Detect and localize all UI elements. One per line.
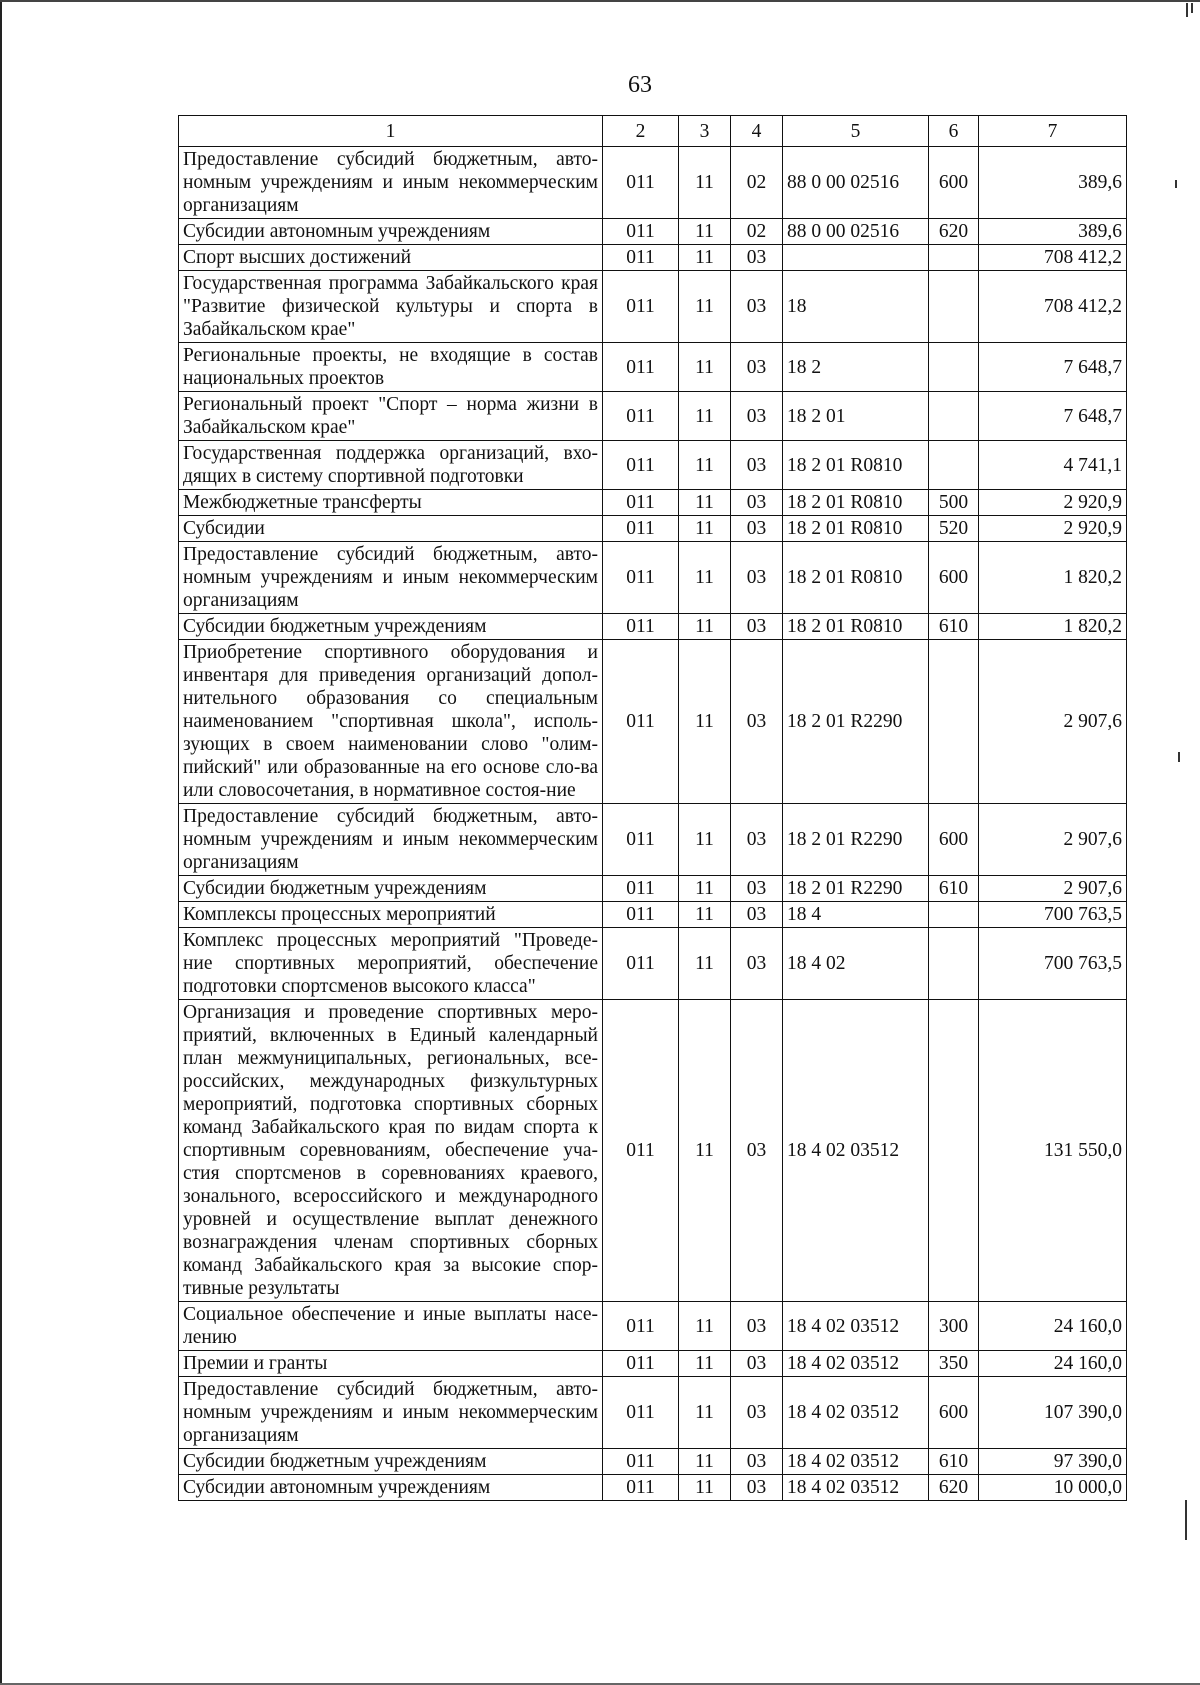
cell-amount: 389,6 (979, 147, 1127, 219)
table-row (179, 614, 1127, 640)
cell-expense-type (929, 640, 979, 804)
cell-section: 11 (679, 147, 731, 219)
cell-name: Комплексы процессных мероприятий (179, 902, 603, 928)
cell-amount: 2 907,6 (979, 876, 1127, 902)
cell-amount: 1 820,2 (979, 614, 1127, 640)
cell-expense-type (929, 271, 979, 343)
cell-name: Субсидии автономным учреждениям (179, 219, 603, 245)
cell-expense-type (929, 245, 979, 271)
table-row (179, 1302, 1127, 1351)
cell-subsection: 03 (731, 1000, 783, 1302)
cell-name: Предоставление субсидий бюджетным, авто-номным учреждениям и иным некоммерческим организациям (179, 147, 603, 219)
cell-expense-type (929, 902, 979, 928)
cell-target-article: 18 4 02 03512 (783, 1302, 929, 1351)
table-row (179, 343, 1127, 392)
table-row (179, 876, 1127, 902)
cell-target-article: 88 0 00 02516 (783, 219, 929, 245)
cell-name: Предоставление субсидий бюджетным, авто-номным учреждениям и иным некоммерческим организациям (179, 804, 603, 876)
table-row (179, 1377, 1127, 1449)
cell-ministry-code: 011 (603, 147, 679, 219)
cell-name: Комплекс процессных мероприятий "Проведе-ние спортивных мероприятий, обеспечение подготовки спортсменов высокого класса" (179, 928, 603, 1000)
column-header: 4 (731, 116, 783, 147)
cell-expense-type: 300 (929, 1302, 979, 1351)
cell-amount: 2 907,6 (979, 640, 1127, 804)
cell-target-article: 88 0 00 02516 (783, 147, 929, 219)
cell-subsection: 02 (731, 147, 783, 219)
cell-section: 11 (679, 441, 731, 490)
column-header: 7 (979, 116, 1127, 147)
cell-target-article: 18 2 01 R0810 (783, 542, 929, 614)
cell-subsection: 03 (731, 928, 783, 1000)
cell-name: Предоставление субсидий бюджетным, авто-номным учреждениям и иным некоммерческим организациям (179, 1377, 603, 1449)
cell-section: 11 (679, 490, 731, 516)
cell-ministry-code: 011 (603, 1000, 679, 1302)
cell-target-article: 18 4 02 03512 (783, 1351, 929, 1377)
cell-target-article: 18 2 01 R2290 (783, 876, 929, 902)
cell-target-article: 18 4 02 03512 (783, 1449, 929, 1475)
cell-ministry-code: 011 (603, 1449, 679, 1475)
cell-amount: 708 412,2 (979, 271, 1127, 343)
table-row (179, 928, 1127, 1000)
cell-amount: 10 000,0 (979, 1475, 1127, 1501)
cell-expense-type: 500 (929, 490, 979, 516)
cell-expense-type (929, 392, 979, 441)
cell-section: 11 (679, 804, 731, 876)
table-row (179, 271, 1127, 343)
cell-subsection: 03 (731, 392, 783, 441)
cell-section: 11 (679, 516, 731, 542)
table-row (179, 490, 1127, 516)
table-row (179, 147, 1127, 219)
cell-ministry-code: 011 (603, 343, 679, 392)
cell-amount: 2 920,9 (979, 490, 1127, 516)
cell-subsection: 02 (731, 219, 783, 245)
table-row (179, 1351, 1127, 1377)
cell-amount: 389,6 (979, 219, 1127, 245)
cell-expense-type (929, 441, 979, 490)
table-row (179, 245, 1127, 271)
cell-ministry-code: 011 (603, 614, 679, 640)
cell-subsection: 03 (731, 902, 783, 928)
scan-edge-top (0, 0, 1200, 2)
scan-artifact-mark (1175, 180, 1177, 188)
cell-expense-type: 600 (929, 542, 979, 614)
table-body (179, 147, 1127, 1501)
table-row (179, 1000, 1127, 1302)
cell-name: Организация и проведение спортивных меро-приятий, включенных в Единый календарный план межмуниципальных, региональных, все-российских, международных физкультурных мероприятий, подготовка спортивных сборных команд Забайкальского края по видам спорта к спортивным соревнованиям, обеспечение уча-стия спортсменов в соревнованиях краевого, зонального, всероссийского и международного уровней и осуществление выплат денежного вознаграждения членам спортивных сборных команд Забайкальского края за высокие спор-тивные результаты (179, 1000, 603, 1302)
cell-target-article: 18 2 01 R0810 (783, 614, 929, 640)
cell-ministry-code: 011 (603, 490, 679, 516)
cell-name: Государственная поддержка организаций, вхо-дящих в систему спортивной подготовки (179, 441, 603, 490)
cell-ministry-code: 011 (603, 876, 679, 902)
cell-target-article: 18 4 02 03512 (783, 1000, 929, 1302)
cell-amount: 24 160,0 (979, 1302, 1127, 1351)
cell-expense-type (929, 928, 979, 1000)
cell-subsection: 03 (731, 804, 783, 876)
cell-ministry-code: 011 (603, 219, 679, 245)
scan-artifact-mark (1185, 1500, 1187, 1540)
cell-section: 11 (679, 614, 731, 640)
cell-name: Субсидии бюджетным учреждениям (179, 614, 603, 640)
cell-ministry-code: 011 (603, 640, 679, 804)
cell-subsection: 03 (731, 1475, 783, 1501)
cell-target-article: 18 2 01 R0810 (783, 441, 929, 490)
cell-name: Субсидии бюджетным учреждениям (179, 876, 603, 902)
table-row (179, 640, 1127, 804)
column-header: 6 (929, 116, 979, 147)
cell-name: Региональный проект "Спорт – норма жизни в Забайкальском крае" (179, 392, 603, 441)
cell-subsection: 03 (731, 441, 783, 490)
cell-amount: 1 820,2 (979, 542, 1127, 614)
cell-subsection: 03 (731, 343, 783, 392)
cell-name: Межбюджетные трансферты (179, 490, 603, 516)
cell-amount: 24 160,0 (979, 1351, 1127, 1377)
cell-amount: 97 390,0 (979, 1449, 1127, 1475)
cell-target-article: 18 2 01 R2290 (783, 804, 929, 876)
table-row (179, 392, 1127, 441)
cell-target-article: 18 2 01 (783, 392, 929, 441)
cell-name: Государственная программа Забайкальского края "Развитие физической культуры и спорта в Забайкальском крае" (179, 271, 603, 343)
cell-amount: 4 741,1 (979, 441, 1127, 490)
cell-subsection: 03 (731, 1377, 783, 1449)
cell-amount: 700 763,5 (979, 928, 1127, 1000)
cell-subsection: 03 (731, 640, 783, 804)
cell-expense-type: 610 (929, 1449, 979, 1475)
cell-subsection: 03 (731, 876, 783, 902)
cell-target-article: 18 2 01 R0810 (783, 516, 929, 542)
table-row (179, 441, 1127, 490)
cell-name: Приобретение спортивного оборудования и инвентаря для приведения организаций допол-нительного образования со специальным наименованием "спортивная школа", исполь-зующих в своем наименовании слово "олим-пийский" или образованные на его основе сло-ва или словосочетания, в нормативное состоя-ние (179, 640, 603, 804)
cell-amount: 2 907,6 (979, 804, 1127, 876)
table-row (179, 804, 1127, 876)
table-row (179, 516, 1127, 542)
cell-subsection: 03 (731, 516, 783, 542)
cell-ministry-code: 011 (603, 441, 679, 490)
cell-name: Спорт высших достижений (179, 245, 603, 271)
cell-subsection: 03 (731, 542, 783, 614)
cell-target-article: 18 4 02 (783, 928, 929, 1000)
cell-section: 11 (679, 1000, 731, 1302)
cell-expense-type: 350 (929, 1351, 979, 1377)
cell-amount: 700 763,5 (979, 902, 1127, 928)
cell-target-article: 18 2 01 R0810 (783, 490, 929, 516)
cell-section: 11 (679, 1302, 731, 1351)
table-row (179, 542, 1127, 614)
cell-target-article: 18 (783, 271, 929, 343)
cell-section: 11 (679, 343, 731, 392)
cell-ministry-code: 011 (603, 392, 679, 441)
cell-target-article: 18 2 01 R2290 (783, 640, 929, 804)
cell-subsection: 03 (731, 1302, 783, 1351)
cell-name: Премии и гранты (179, 1351, 603, 1377)
cell-ministry-code: 011 (603, 1351, 679, 1377)
scan-artifact-mark (1178, 752, 1180, 762)
cell-ministry-code: 011 (603, 1475, 679, 1501)
cell-subsection: 03 (731, 614, 783, 640)
cell-ministry-code: 011 (603, 1377, 679, 1449)
cell-expense-type: 600 (929, 1377, 979, 1449)
cell-expense-type: 610 (929, 614, 979, 640)
table-row (179, 902, 1127, 928)
cell-section: 11 (679, 392, 731, 441)
cell-target-article (783, 245, 929, 271)
scan-artifact-mark (1186, 3, 1188, 17)
cell-section: 11 (679, 1449, 731, 1475)
table-row (179, 1475, 1127, 1501)
cell-section: 11 (679, 542, 731, 614)
cell-section: 11 (679, 640, 731, 804)
cell-amount: 107 390,0 (979, 1377, 1127, 1449)
cell-section: 11 (679, 1475, 731, 1501)
cell-subsection: 03 (731, 490, 783, 516)
page-number: 63 (628, 72, 652, 98)
scan-edge-left (0, 0, 2, 1685)
cell-ministry-code: 011 (603, 928, 679, 1000)
table-row (179, 1449, 1127, 1475)
cell-ministry-code: 011 (603, 516, 679, 542)
column-header: 1 (179, 116, 603, 147)
cell-expense-type: 610 (929, 876, 979, 902)
cell-target-article: 18 4 02 03512 (783, 1377, 929, 1449)
cell-name: Предоставление субсидий бюджетным, авто-номным учреждениям и иным некоммерческим организациям (179, 542, 603, 614)
column-header: 3 (679, 116, 731, 147)
budget-table (178, 115, 1127, 1501)
column-header: 2 (603, 116, 679, 147)
cell-target-article: 18 4 02 03512 (783, 1475, 929, 1501)
cell-ministry-code: 011 (603, 804, 679, 876)
cell-expense-type (929, 343, 979, 392)
scan-artifact-mark (1191, 3, 1193, 13)
cell-ministry-code: 011 (603, 245, 679, 271)
cell-section: 11 (679, 876, 731, 902)
cell-section: 11 (679, 902, 731, 928)
cell-section: 11 (679, 271, 731, 343)
cell-name: Субсидии бюджетным учреждениям (179, 1449, 603, 1475)
cell-expense-type (929, 1000, 979, 1302)
cell-section: 11 (679, 928, 731, 1000)
table-row (179, 219, 1127, 245)
cell-amount: 7 648,7 (979, 343, 1127, 392)
cell-amount: 131 550,0 (979, 1000, 1127, 1302)
cell-subsection: 03 (731, 1449, 783, 1475)
cell-subsection: 03 (731, 1351, 783, 1377)
cell-expense-type: 600 (929, 804, 979, 876)
cell-amount: 708 412,2 (979, 245, 1127, 271)
cell-target-article: 18 2 (783, 343, 929, 392)
table-header-row (179, 116, 1127, 147)
cell-expense-type: 620 (929, 1475, 979, 1501)
cell-section: 11 (679, 1377, 731, 1449)
cell-expense-type: 600 (929, 147, 979, 219)
cell-ministry-code: 011 (603, 1302, 679, 1351)
cell-expense-type: 620 (929, 219, 979, 245)
cell-amount: 2 920,9 (979, 516, 1127, 542)
column-header: 5 (783, 116, 929, 147)
cell-expense-type: 520 (929, 516, 979, 542)
cell-ministry-code: 011 (603, 271, 679, 343)
cell-name: Социальное обеспечение и иные выплаты насе-лению (179, 1302, 603, 1351)
cell-ministry-code: 011 (603, 542, 679, 614)
cell-ministry-code: 011 (603, 902, 679, 928)
cell-subsection: 03 (731, 271, 783, 343)
cell-name: Региональные проекты, не входящие в состав национальных проектов (179, 343, 603, 392)
cell-target-article: 18 4 (783, 902, 929, 928)
cell-section: 11 (679, 219, 731, 245)
cell-name: Субсидии (179, 516, 603, 542)
cell-section: 11 (679, 1351, 731, 1377)
cell-subsection: 03 (731, 245, 783, 271)
cell-section: 11 (679, 245, 731, 271)
cell-name: Субсидии автономным учреждениям (179, 1475, 603, 1501)
cell-amount: 7 648,7 (979, 392, 1127, 441)
